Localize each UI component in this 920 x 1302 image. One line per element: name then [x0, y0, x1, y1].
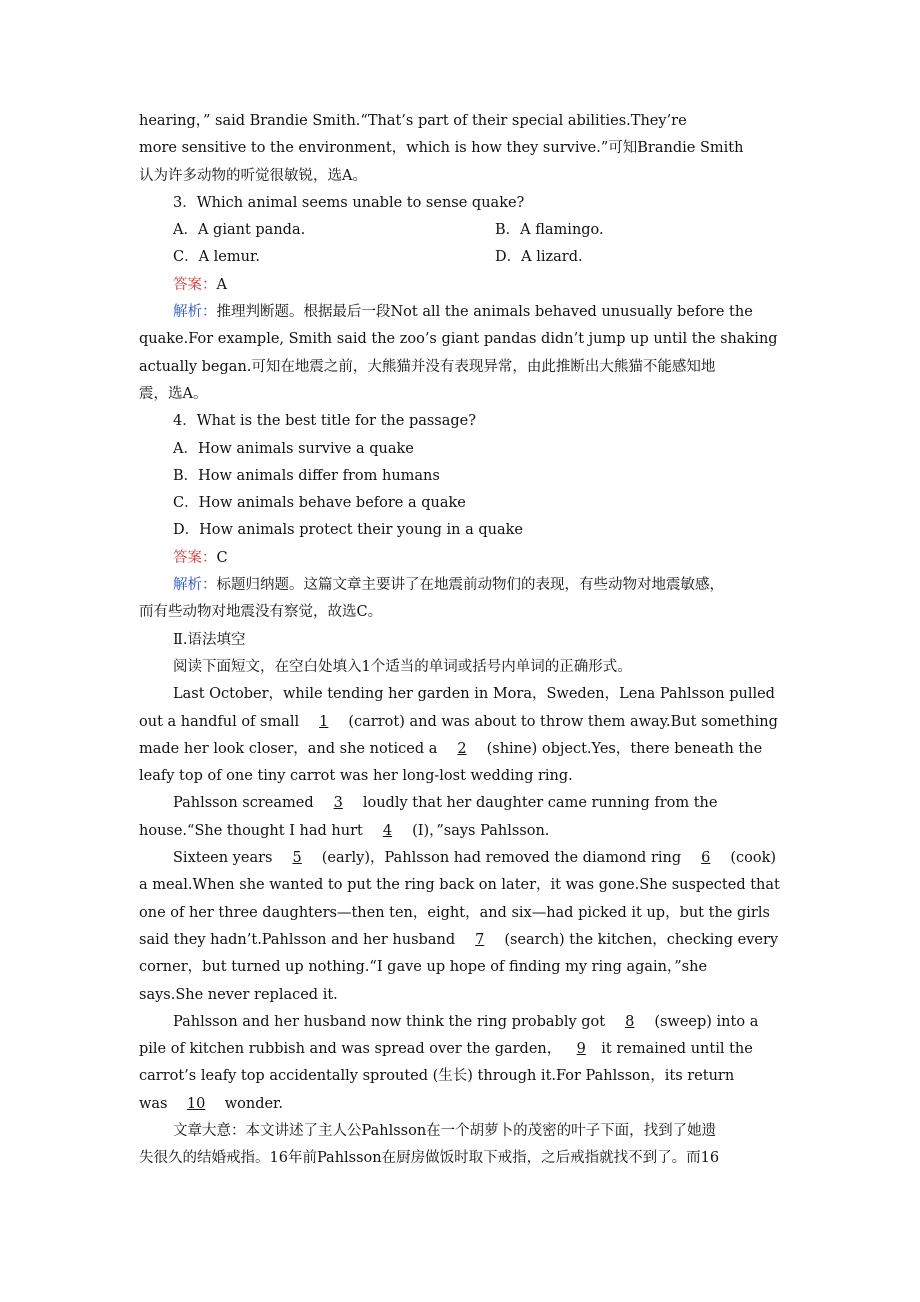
passage-text: (I)，”says Pahlsson.: [407, 822, 550, 839]
option-a: A．A giant panda.: [173, 222, 306, 239]
passage-text: (sweep) into a: [649, 1013, 759, 1030]
question-3-analysis-line-3: actually began.可知在地震之前，大熊猫并没有表现异常，由此推断出大熊猫不能感知地: [139, 358, 716, 375]
passage-text: out a handful of small: [139, 713, 304, 730]
question-3-options-row-2: [139, 244, 839, 271]
passage-line: [139, 818, 839, 845]
answer-value: C: [216, 549, 228, 566]
passage-text: Pahlsson screamed: [173, 795, 319, 812]
question-3-answer: [139, 272, 839, 299]
passage-text: (carrot) and was about to throw them away.But something: [343, 713, 778, 730]
answer-label: 答案：: [173, 549, 217, 566]
passage-text: loudly that her daughter came running from the: [358, 795, 718, 812]
question-4-option-b: B．How animals differ from humans: [173, 467, 440, 484]
analysis-text: 标题归纳题。这篇文章主要讲了在地震前动物们的表现，有些动物对地震敏感，: [216, 577, 724, 594]
passage-text: (search) the kitchen，checking every: [499, 931, 779, 948]
question-3-analysis-line-1: [139, 299, 839, 326]
passage-line: corner，but turned up nothing.“I gave up hope of finding my ring again，”she: [139, 959, 708, 976]
passage-line: says.She never replaced it.: [139, 986, 338, 1003]
analysis-text: 推理判断题。根据最后一段Not all the animals behaved unusually before the: [216, 304, 753, 321]
blank-7: 7: [475, 931, 485, 948]
passage-text: pile of kitchen rubbish and was spread over the garden，: [139, 1041, 562, 1058]
question-4-stem: 4．What is the best title for the passage?: [173, 413, 477, 430]
passage-text: was: [139, 1095, 173, 1112]
summary-line-2: 失很久的结婚戒指。16年前Pahlsson在厨房做饭时取下戒指，之后戒指就找不到了。而16: [139, 1150, 720, 1167]
blank-1: 1: [319, 713, 329, 730]
analysis-label: 解析：: [173, 577, 217, 594]
blank-9: 9: [576, 1041, 586, 1058]
blank-2: 2: [457, 740, 467, 757]
passage-line: [139, 1091, 839, 1118]
blank-5: 5: [292, 850, 302, 867]
intro-line-3: 认为许多动物的听觉很敏锐，选A。: [139, 167, 367, 184]
question-4-option-c: C．How animals behave before a quake: [173, 495, 466, 512]
passage-line: a meal.When she wanted to put the ring back on later，it was gone.She suspected that: [139, 877, 780, 894]
question-3-analysis-line-4: 震，选A。: [139, 385, 208, 402]
passage-line: Last October，while tending her garden in Mora，Sweden，Lena Pahlsson pulled: [173, 686, 775, 703]
passage-line: [139, 1009, 839, 1036]
blank-10: 10: [186, 1095, 206, 1112]
question-4-analysis-line-2: 而有些动物对地震没有察觉，故选C。: [139, 604, 383, 621]
question-4-answer: [139, 545, 839, 572]
passage-line: [139, 927, 839, 954]
passage-text: it remained until the: [601, 1041, 753, 1058]
question-4-option-d: D．How animals protect their young in a quake: [173, 522, 524, 539]
intro-line-1: hearing，” said Brandie Smith.“That’s part of their special abilities.They’re: [139, 113, 687, 129]
analysis-label: 解析：: [173, 304, 217, 321]
option-c: C．A lemur.: [173, 249, 260, 266]
passage-line: [139, 790, 839, 817]
answer-label: 答案：: [173, 276, 217, 293]
passage-text: (shine) object.Yes，there beneath the: [482, 740, 763, 757]
question-3-options-row-1: [139, 217, 839, 244]
passage-line: leafy top of one tiny carrot was her long-lost wedding ring.: [139, 768, 573, 785]
passage-line: [139, 1036, 839, 1063]
passage-line: [139, 709, 839, 736]
document-page: [139, 108, 839, 1173]
question-4-option-a: A．How animals survive a quake: [173, 440, 414, 457]
passage-text: Sixteen years: [173, 850, 278, 867]
blank-8: 8: [625, 1013, 635, 1030]
intro-line-2: more sensitive to the environment，which is how they survive.”可知Brandie Smith: [139, 140, 744, 157]
option-d: D．A lizard.: [495, 249, 583, 266]
blank-4: 4: [382, 822, 393, 839]
passage-text: Pahlsson and her husband now think the ring probably got: [173, 1013, 610, 1030]
passage-line: [139, 736, 839, 763]
passage-text: (cook): [725, 850, 777, 867]
passage-text: made her look closer，and she noticed a: [139, 740, 442, 757]
passage-text: house.“She thought I had hurt: [139, 822, 368, 839]
section-heading: Ⅱ.语法填空: [173, 631, 246, 648]
section-instruction: 阅读下面短文，在空白处填入1个适当的单词或括号内单词的正确形式。: [173, 658, 632, 675]
answer-value: A: [216, 276, 227, 293]
passage-text: (early)，Pahlsson had removed the diamond ring: [317, 850, 686, 867]
passage-line: carrot’s leafy top accidentally sprouted (生长) through it.For Pahlsson，its return: [139, 1068, 735, 1085]
passage-text: said they hadn’t.Pahlsson and her husband: [139, 931, 460, 948]
blank-3: 3: [333, 795, 343, 812]
passage-line: [139, 845, 839, 872]
passage-line: one of her three daughters—then ten，eight，and six—had picked it up，but the girls: [139, 904, 770, 921]
blank-6: 6: [701, 850, 711, 867]
question-3-stem: 3．Which animal seems unable to sense quake?: [173, 194, 525, 211]
option-b: B．A flamingo.: [495, 222, 604, 239]
passage-text: wonder.: [220, 1095, 284, 1112]
question-4-analysis-line-1: [139, 572, 839, 599]
summary-line-1: 文章大意：本文讲述了主人公Pahlsson在一个胡萝卜的茂密的叶子下面，找到了她遗: [173, 1122, 717, 1139]
question-3-analysis-line-2: quake.For example, Smith said the zoo’s giant pandas didn’t jump up until the shaking: [139, 331, 778, 348]
